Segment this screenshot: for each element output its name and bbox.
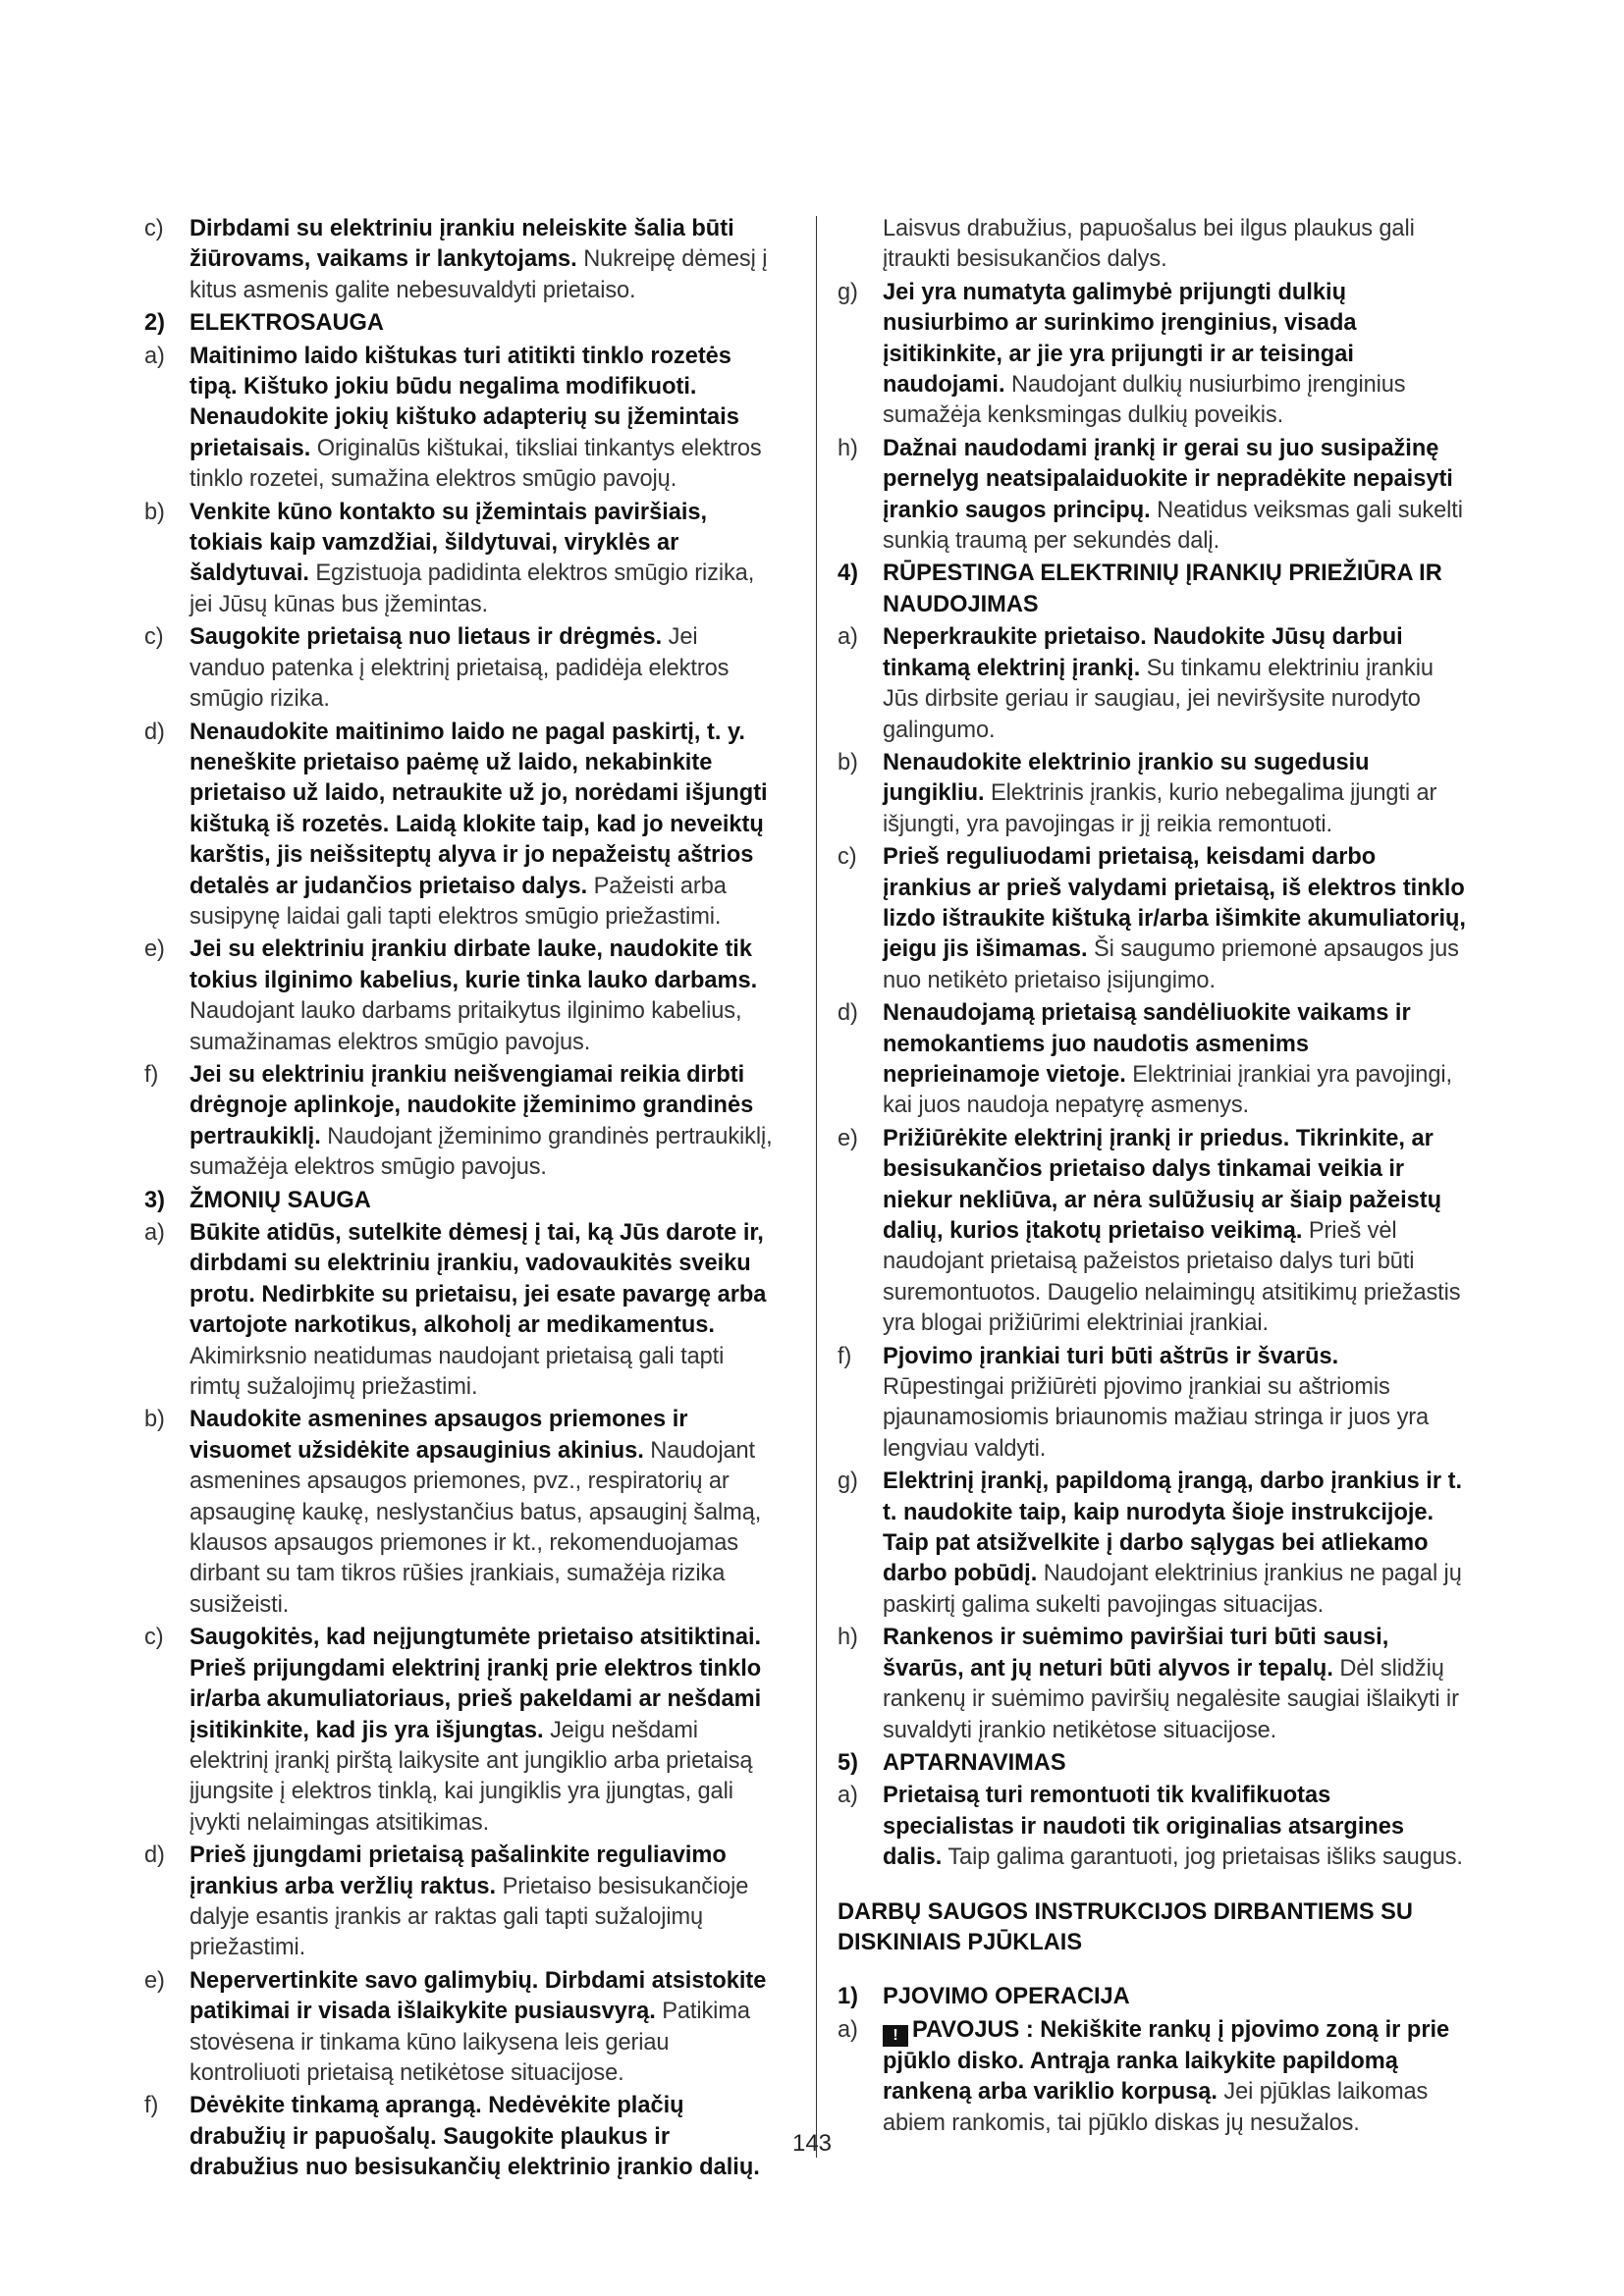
item-label: e) [144, 1967, 165, 1994]
item-bold-text: Dažnai naudodami įrankį ir gerai su juo susipažinę pernelyg neatsipalaiduokite ir nepradėkite nepaisyti įrankio saugos principų. [883, 435, 1453, 523]
column-divider [816, 216, 817, 2158]
subsection-number: 3) [144, 1187, 165, 1213]
item-text [189, 1060, 773, 1184]
item-normal-text: Naudojant asmenines apsaugos priemones, pvz., respiratorių ar apsauginę kaukę, neslystančius batus, apsauginį šalmą, klausos apsaugos priemones ir kt., rekomenduojamas dirbant su tam tikros rūšies įrankiais, sumažėja rizika susižeisti. [189, 1437, 762, 1618]
item-text [883, 278, 1466, 432]
instruction-item [144, 342, 773, 496]
item-label: h) [838, 1625, 858, 1651]
item-bold-text: Elektrinį įrankį, papildomą įrangą, darbo įrankius ir t. t. naudokite taip, kaip nurodyta šioje instrukcijoje. Taip pat atsižvelkite į darbo sąlygas bei atliekamo darbo pobūdį. [883, 1468, 1462, 1587]
item-text [189, 1966, 773, 2090]
item-label: c) [144, 1625, 164, 1651]
instruction-item [838, 1623, 1466, 1746]
item-normal-text: Laisvus drabužius, papuošalus bei ilgus plaukus gali įtraukti besisukančios dalys. [883, 216, 1415, 273]
item-text [189, 622, 773, 715]
instruction-item [838, 2015, 1466, 2139]
item-text [883, 214, 1466, 276]
right-column [838, 214, 1466, 2141]
item-label: b) [144, 1407, 165, 1433]
instruction-item [838, 1467, 1466, 1621]
item-text [189, 718, 773, 934]
item-normal-text: Naudojant dulkių nusiurbimo įrenginius sumažėja kenksmingas dulkių poveikis. [883, 372, 1406, 429]
item-bold-text: Pjovimo įrankiai turi būti aštrūs ir švarūs. [883, 1343, 1339, 1369]
instruction-item [838, 278, 1466, 432]
item-bold-text: Prieš įjungdami prietaisą pašalinkite reguliavimo įrankius arba veržlių raktus. [189, 1842, 727, 1899]
instruction-item [838, 1342, 1466, 1466]
item-normal-text: Nukreipę dėmesį į kitus asmenis galite nebesuvaldyti prietaiso. [189, 246, 768, 303]
instruction-item [144, 1060, 773, 1184]
item-text [883, 1342, 1466, 1466]
subsection-heading [838, 1748, 1466, 1779]
item-text [883, 1124, 1466, 1340]
item-text [189, 498, 773, 621]
item-text [883, 998, 1466, 1122]
instruction-item [144, 1405, 773, 1621]
subsection-heading [144, 308, 773, 339]
item-normal-text: Naudojant elektrinius įrankius ne pagal jų paskirtį galima sukelti pavojingas situacijas. [883, 1561, 1462, 1618]
instruction-item [144, 214, 773, 306]
subsection-number: 2) [144, 310, 165, 337]
instruction-item [144, 934, 773, 1058]
item-normal-text: Neatidus veiksmas gali sukelti sunkią traumą per sekundės dalį. [883, 497, 1463, 555]
subsection-heading [144, 1186, 773, 1216]
item-label: b) [144, 499, 165, 525]
item-label: h) [838, 435, 858, 461]
instruction-item [144, 1841, 773, 1964]
item-bold-text: Rankenos ir suėmimo paviršiai turi būti sausi, švarūs, ant jų neturi būti alyvos ir tepalų. [883, 1625, 1389, 1682]
item-text [883, 748, 1466, 840]
left-column [144, 214, 773, 2186]
instruction-item [144, 1623, 773, 1839]
item-bold-text: Prižiūrėkite elektrinį įrankį ir priedus. Tikrinkite, ar besisukančios prietaiso dalys tinkamai veikia ir niekur nekliūva, ar nėra sulūžusių ar šiaip pažeistų dalių, kurios įtakotų prietaiso veikimą. [883, 1125, 1442, 1244]
instruction-item [144, 498, 773, 621]
item-label: e) [144, 936, 165, 963]
item-text [189, 934, 773, 1058]
item-normal-text: Pažeisti arba susipynę laidai gali tapti elektros smūgio priežastimi. [189, 873, 727, 930]
subsection-title: RŪPESTINGA ELEKTRINIŲ ĮRANKIŲ PRIEŽIŪRA IR NAUDOJIMAS [883, 561, 1442, 617]
instruction-item [838, 1781, 1466, 1873]
item-normal-text: Akimirksnio neatidumas naudojant prietaisą gali tapti rimtų sužalojimų priežastimi. [189, 1343, 725, 1401]
item-normal-text: Egzistuoja padidinta elektros smūgio rizika, jei Jūsų kūnas bus įžemintas. [189, 561, 755, 617]
subsection-title: APTARNAVIMAS [883, 1749, 1066, 1776]
item-text [189, 1218, 773, 1403]
item-bold-text: Jei su elektriniu įrankiu dirbate lauke, naudokite tik tokius ilginimo kabelius, kurie tinka lauko darbams. [189, 936, 758, 993]
item-label: a) [838, 624, 858, 651]
section-heading: DARBŲ SAUGOS INSTRUKCIJOS DIRBANTIEMS SU DISKINIAIS PJŪKLAIS [838, 1898, 1413, 1955]
item-normal-text: Jei vanduo patenka į elektrinį prietaisą, padidėja elektros smūgio rizika. [189, 624, 730, 713]
subsection-heading [838, 1982, 1466, 2012]
item-label: g) [838, 279, 858, 305]
item-text [883, 622, 1466, 746]
item-label: f) [144, 1061, 159, 1088]
item-bold-text: Naudokite asmenines apsaugos priemones ir visuomet užsidėkite apsauginius akinius. [189, 1407, 688, 1464]
item-normal-text: Dėl slidžių rankenų ir suėmimo paviršių negalėsite saugiai išlaikyti ir suvaldyti įrankio netikėtose situacijose. [883, 1655, 1459, 1743]
subsection-number: 4) [838, 561, 858, 587]
instruction-item [144, 622, 773, 715]
subsection-number: 5) [838, 1749, 858, 1776]
instruction-item [838, 998, 1466, 1122]
item-label: a) [838, 2016, 858, 2043]
item-label: c) [144, 624, 164, 651]
item-label: d) [838, 1000, 858, 1027]
item-normal-text: Naudojant įžeminimo grandinės pertraukiklį, sumažėja elektros smūgio pavojus. [189, 1123, 773, 1181]
item-label: f) [838, 1343, 852, 1369]
item-label: g) [838, 1468, 858, 1495]
item-bold-text: Dirbdami su elektriniu įrankiu neleiskite šalia būti žiūrovams, vaikams ir lankytojams. [189, 216, 734, 273]
item-label: b) [838, 749, 858, 775]
item-label: c) [838, 844, 857, 871]
item-label: f) [144, 2093, 159, 2119]
item-text [883, 1623, 1466, 1746]
item-bold-text: PAVOJUS : Nekiškite rankų į pjovimo zoną ir prie pjūklo disko. Antrąja ranka laikykite papildomą rankeną arba variklio korpusą. [883, 2016, 1450, 2106]
instruction-item [838, 622, 1466, 746]
item-normal-text: Jei pjūklas laikomas abiem rankomis, tai pjūklo diskas jų nesužalos. [883, 2079, 1429, 2136]
item-label: a) [144, 1220, 165, 1246]
instruction-item [838, 214, 1466, 276]
subsection-title: ELEKTROSAUGA [189, 310, 384, 337]
item-bold-text: Prieš reguliuodami prietaisą, keisdami darbo įrankius ar prieš valydami prietaisą, iš elektros tinklo lizdo ištraukite kištuką ir/arba išimkite akumuliatorių, jeigu jis išimamas. [883, 844, 1466, 963]
item-text [883, 2015, 1466, 2139]
subsection-number: 1) [838, 1984, 858, 2010]
item-normal-text: Ši saugumo priemonė apsaugos jus nuo netikėto prietaiso įsijungimo. [883, 936, 1459, 993]
instruction-item [838, 748, 1466, 840]
item-text [189, 342, 773, 496]
item-bold-text: Nenaudokite maitinimo laido ne pagal paskirtį, t. y. neneškite prietaiso paėmę už laido, nekabinkite prietaiso už laido, netraukite už jo, norėdami išjungti kištuką iš rozetės. Laidą klokite taip, kad jo neveiktų karštis, jis neišsiteptų alyva ir jo nepažeistų aštrios detalės ar judančios prietaiso dalys. [189, 719, 768, 899]
instruction-item [144, 718, 773, 934]
item-normal-text: Elektrinis įrankis, kurio nebegalima įjungti ar išjungti, yra pavojingas ir jį reikia remontuoti. [883, 780, 1437, 837]
item-bold-text: Nepervertinkite savo galimybių. Dirbdami atsistokite patikimai ir visada išlaikykite pusiausvyrą. [189, 1967, 767, 2025]
item-bold-text: Maitinimo laido kištukas turi atitikti tinklo rozetės tipą. Kištuko jokiu būdu negalima modifikuoti. Nenaudokite jokių kištuko adapterių su įžemintais prietaisais. [189, 343, 739, 461]
item-bold-text: Būkite atidūs, sutelkite dėmesį į tai, ką Jūs darote ir, dirbdami su elektriniu įrankiu, vadovaukitės sveiku protu. Nedirbkite su prietaisu, jei esate pavargę arba vartojote narkotikus, alkoholį ar medikamentus. [189, 1220, 767, 1339]
item-label: d) [144, 1842, 165, 1869]
item-normal-text: Patikima stovėsena ir tinkama kūno laikysena leis geriau kontroliuoti prietaisą netikėtose situacijose. [189, 1999, 750, 2086]
page-number: 143 [791, 2130, 833, 2157]
item-bold-text: Dėvėkite tinkamą aprangą. Nedėvėkite plačių drabužių ir papuošalų. Saugokite plaukus ir drabužius nuo besisukančių elektrinio įrankio dalių. [189, 2093, 760, 2181]
subsection-title: PJOVIMO OPERACIJA [883, 1984, 1130, 2010]
instruction-item [838, 1124, 1466, 1340]
item-text [883, 842, 1466, 996]
item-normal-text: Originalūs kištukai, tiksliai tinkantys elektros tinklo rozetei, sumažina elektros smūgio pavojų. [189, 435, 762, 493]
instruction-item [838, 842, 1466, 996]
subsection-heading [838, 559, 1466, 620]
item-bold-text: Saugokite prietaisą nuo lietaus ir drėgmės. [189, 624, 663, 651]
item-text [189, 214, 773, 306]
item-label: d) [144, 719, 165, 745]
item-bold-text: Venkite kūno kontakto su įžemintais paviršiais, tokiais kaip vamzdžiai, šildytuvai, viryklės ar šaldytuvai. [189, 499, 708, 587]
item-bold-text: Neperkraukite prietaiso. Naudokite Jūsų darbui tinkamą elektrinį įrankį. [883, 624, 1403, 681]
item-normal-text: Prietaiso besisukančioje dalyje esantis įrankis ar raktas gali tapti sužalojimų priežastimi. [189, 1873, 749, 1961]
item-text [189, 1841, 773, 1964]
item-text [189, 1623, 773, 1839]
item-label: c) [144, 216, 164, 241]
item-bold-text: Jei su elektriniu įrankiu neišvengiamai reikia dirbti drėgnoje aplinkoje, naudokite įžeminimo grandinės pertraukiklį. [189, 1061, 754, 1149]
subsection-title: ŽMONIŲ SAUGA [189, 1187, 371, 1213]
item-text [883, 1781, 1466, 1873]
warning-icon: ! [883, 2025, 908, 2047]
item-normal-text: Rūpestingai prižiūrėti pjovimo įrankiai su aštriomis pjaunamosiomis briaunomis mažiau stringa ir juos yra lengviau valdyti. [883, 1374, 1430, 1462]
item-normal-text: Naudojant lauko darbams pritaikytus ilginimo kabelius, sumažinamas elektros smūgio pavojus. [189, 998, 742, 1055]
item-bold-text: Nenaudokite elektrinio įrankio su sugedusiu jungikliu. [883, 749, 1370, 807]
item-text [883, 1467, 1466, 1621]
instruction-item [144, 1966, 773, 2090]
item-text [883, 434, 1466, 558]
item-label: a) [838, 1783, 858, 1809]
instruction-item [144, 1218, 773, 1403]
item-bold-text: Saugokitės, kad neįjungtumėte prietaiso atsitiktinai. Prieš prijungdami elektrinį įrankį prie elektros tinklo ir/arba akumuliatoriaus, prieš pakeldami ar nešdami įsitikinkite, kad jis yra išjungtas. [189, 1625, 762, 1743]
item-normal-text: Su tinkamu elektriniu įrankiu Jūs dirbsite geriau ir saugiau, jei neviršysite nurodyto galingumo. [883, 655, 1434, 743]
item-label: a) [144, 343, 165, 369]
item-text [189, 1405, 773, 1621]
item-normal-text: Jeigu nešdami elektrinį įrankį pirštą laikysite ant jungiklio arba prietaisą įjungsite į elektros tinklą, kai jungiklis yra įjungtas, gali įvykti nelaimingas atsitikimas. [189, 1717, 753, 1836]
instruction-item [838, 434, 1466, 558]
item-normal-text: Elektriniai įrankiai yra pavojingi, kai juos naudoja nepatyrę asmenys. [883, 1061, 1452, 1119]
item-label: e) [838, 1125, 858, 1151]
item-bold-text: Prietaisą turi remontuoti tik kvalifikuotas specialistas ir naudoti tik originalias atsargines dalis. [883, 1783, 1405, 1871]
item-normal-text: Taip galima garantuoti, jog prietaisas išliks saugus. [942, 1844, 1463, 1871]
item-normal-text: Prieš vėl naudojant prietaisą pažeistos prietaiso dalys turi būti suremontuotos. Daugelio nelaimingų atsitikimų priežastis yra blogai prižiūrimi elektriniai įrankiai. [883, 1218, 1461, 1337]
item-bold-text: Jei yra numatyta galimybė prijungti dulkių nusiurbimo ar surinkimo įrenginius, visada įsitikinkite, ar jie yra prijungti ir ar teisingai naudojami. [883, 279, 1357, 399]
item-bold-text: Nenaudojamą prietaisą sandėliuokite vaikams ir nemokantiems juo naudotis asmenims neprieinamoje vietoje. [883, 1000, 1411, 1088]
